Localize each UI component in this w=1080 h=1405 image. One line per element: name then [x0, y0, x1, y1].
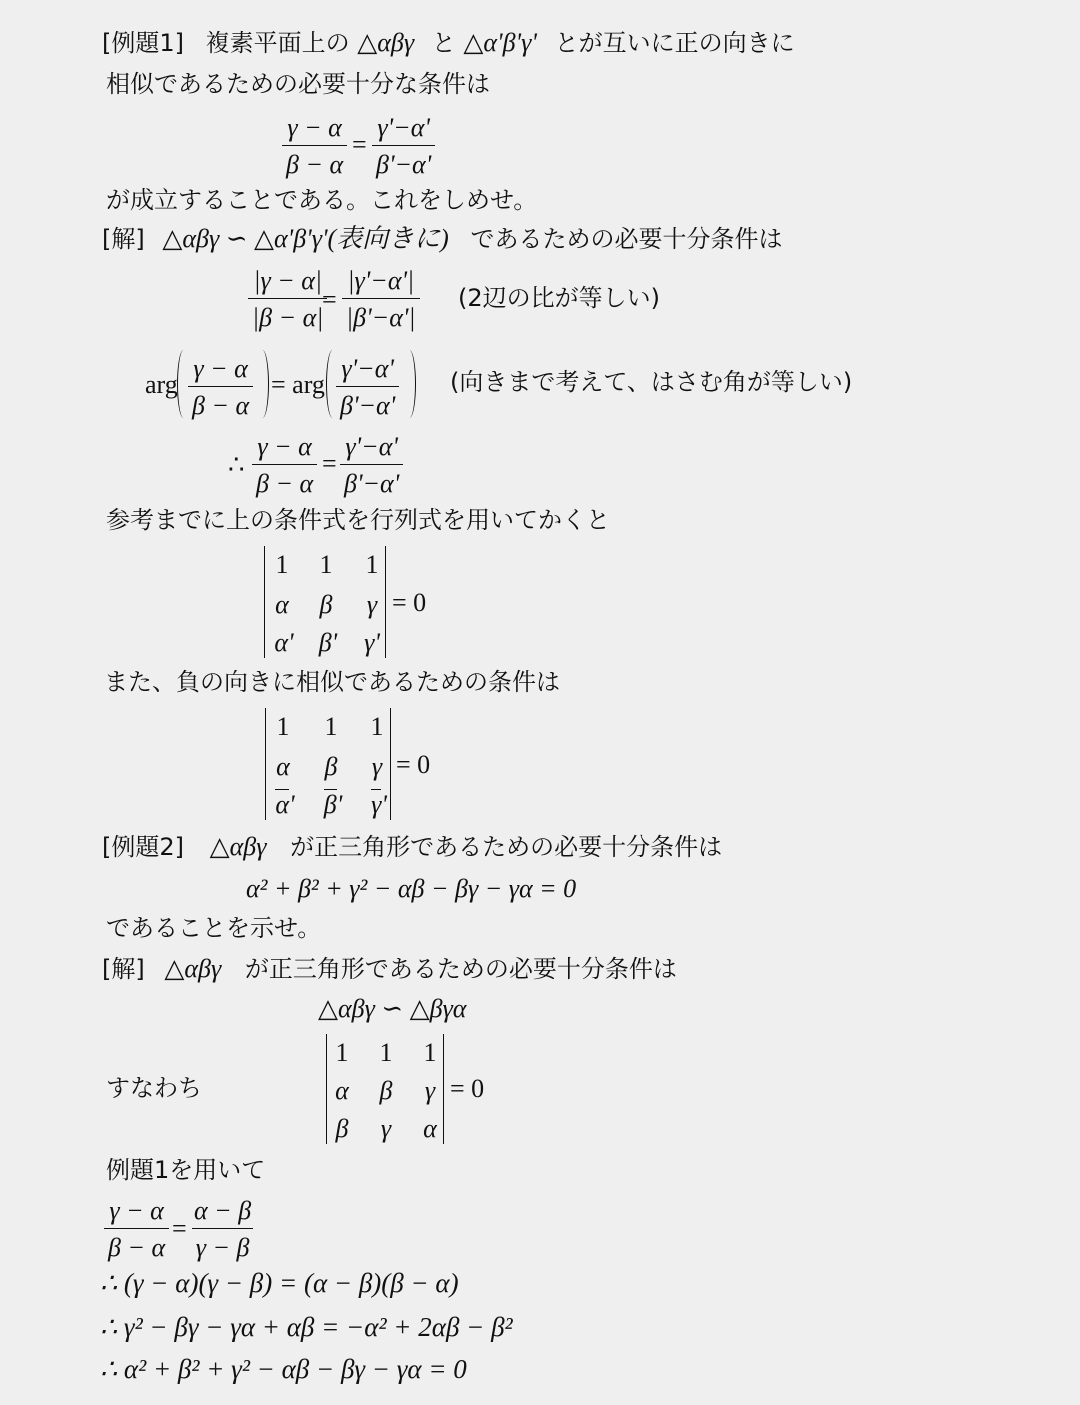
determinant-2 [265, 708, 391, 820]
det-cell: 1 [275, 550, 289, 579]
det-cell: α [275, 590, 289, 619]
det-cell: γ [366, 590, 378, 619]
det-cell: α [423, 1114, 437, 1143]
fraction-left: $\frac{\gamma - \alpha}{\beta - \alpha}$ [252, 434, 317, 497]
conjugate-alpha: α [275, 790, 290, 819]
det-equals: = 0 [450, 1074, 485, 1103]
solution2-title: [解] [102, 955, 145, 983]
det-cell: γ [380, 1114, 392, 1143]
det-cell: β' [318, 628, 338, 657]
similarity-statement: △αβγ ∽ △α'β'γ'(表向きに) [162, 224, 449, 253]
equilateral-condition: α² + β² + γ² − αβ − βγ − γα = 0 [246, 874, 577, 903]
det-cell: β [335, 1114, 349, 1143]
fraction-right: $\frac{\gamma'-\alpha'}{\beta'-\alpha'}$ [340, 434, 403, 497]
determinant-1 [264, 546, 386, 658]
det-equals: = 0 [392, 588, 427, 617]
arg-label: = arg [271, 370, 325, 399]
fraction-right: $\frac{\gamma'-\alpha'}{\beta'-\alpha'}$ [372, 115, 435, 178]
abs-fraction-left: $\frac{|\gamma - \alpha|}{|\beta - \alpha|}$ [248, 268, 327, 331]
det-cell: β [319, 590, 333, 619]
det-cell: 1 [276, 712, 290, 741]
use-example1-line: 例題1を用いて [106, 1156, 266, 1184]
step-1: ∴ (γ − α)(γ − β) = (α − β)(β − α) [100, 1268, 459, 1298]
right-paren [403, 350, 416, 418]
triangle-abc-prime: △α'β'γ' [463, 28, 537, 57]
note-ratio: (2辺の比が等しい) [458, 284, 660, 312]
det-cell: 1 [335, 1038, 349, 1067]
equals-sign: = [352, 130, 367, 159]
example2-heading: [例題2] △αβγ が正三角形であるための必要十分条件は [102, 832, 723, 861]
det-cell: γ' [371, 790, 387, 819]
arg-fraction-right: $\frac{\gamma'-\alpha'}{\beta'-\alpha'}$ [336, 356, 399, 419]
example1-title: [例題1] [102, 29, 184, 57]
det-cell: 1 [324, 712, 338, 741]
triangle-abc: △αβγ [209, 832, 267, 861]
det-cell: β' [323, 790, 343, 819]
det-cell: β [379, 1076, 393, 1105]
solution1-title: [解] [102, 225, 145, 253]
det-cell: α' [274, 628, 294, 657]
det-cell: 1 [365, 550, 379, 579]
fraction-left: $\frac{\gamma - \alpha}{\beta - \alpha}$ [282, 115, 347, 178]
conjugate-gamma: γ [371, 790, 382, 819]
det-cell: 1 [423, 1038, 437, 1067]
determinant-3 [326, 1034, 444, 1144]
example1-line3: が成立することである。これをしめせ。 [106, 186, 538, 214]
example1-line2: 相似であるための必要十分な条件は [106, 70, 490, 98]
example2-title: [例題2] [102, 833, 184, 861]
conjugate-beta: β [323, 790, 337, 819]
det-equals: = 0 [396, 750, 431, 779]
abs-fraction-right: $\frac{|\gamma'-\alpha'|}{|\beta'-\alpha'|}$ [342, 268, 420, 331]
det-cell: γ [424, 1076, 436, 1105]
det-cell: 1 [370, 712, 384, 741]
sunawachi-label: すなわち [106, 1074, 202, 1102]
det-cell: 1 [319, 550, 333, 579]
det-cell: 1 [379, 1038, 393, 1067]
triangle-abc: △αβγ [357, 28, 415, 57]
example1-heading: [例題1] 複素平面上の △αβγ と △α'β'γ' とが互いに正の向きに [102, 28, 795, 57]
step-2: ∴ γ² − βγ − γα + αβ = −α² + 2αβ − β² [100, 1312, 513, 1342]
det-cell: γ [371, 752, 383, 781]
reference-line: 参考までに上の条件式を行列式を用いてかくと [106, 506, 610, 534]
fraction-left: $\frac{\gamma - \alpha}{\beta - \alpha}$ [104, 1198, 169, 1261]
negative-orientation-line: また、負の向きに相似であるための条件は [104, 668, 560, 696]
equals-sign: = [322, 285, 337, 314]
det-cell: α' [275, 790, 295, 819]
equals-sign: = [322, 449, 337, 478]
similarity-abc-bca: △αβγ ∽ △βγα [318, 994, 467, 1023]
step-3: ∴ α² + β² + γ² − αβ − βγ − γα = 0 [100, 1354, 467, 1384]
arg-fraction-left: $\frac{\gamma - \alpha}{\beta - \alpha}$ [188, 356, 253, 419]
note-angle: (向きまで考えて、はさむ角が等しい) [450, 368, 853, 396]
det-cell: α [276, 752, 290, 781]
triangle-abc: △αβγ [164, 954, 222, 983]
det-cell: γ' [364, 628, 380, 657]
det-cell: α [335, 1076, 349, 1105]
solution1-heading: [解] △αβγ ∽ △α'β'γ'(表向きに) であるための必要十分条件は [102, 224, 783, 253]
det-cell: β [324, 752, 338, 781]
arg-label: arg [145, 370, 178, 399]
example2-line2: であることを示せ。 [106, 914, 322, 942]
therefore-symbol: ∴ [228, 450, 245, 479]
right-paren [256, 350, 269, 418]
fraction-right: $\frac{\alpha - \beta}{\gamma - \beta}$ [190, 1198, 255, 1261]
equals-sign: = [172, 1214, 187, 1243]
solution2-heading: [解] △αβγ が正三角形であるための必要十分条件は [102, 954, 677, 983]
